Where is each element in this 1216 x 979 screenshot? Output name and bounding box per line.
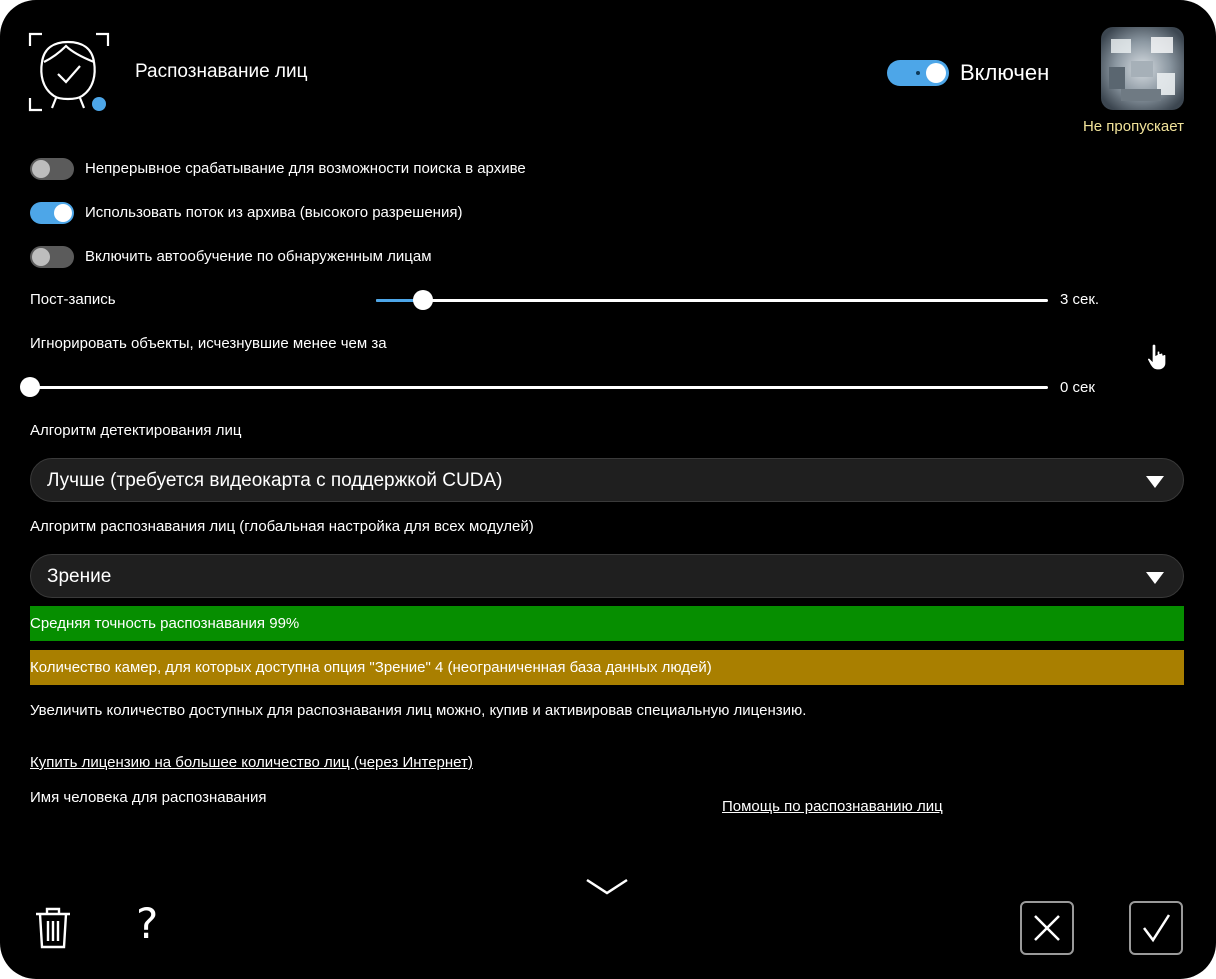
license-info-text: Увеличить количество доступных для распознавания лиц можно, купив и активировав специальную лицензию. bbox=[30, 702, 807, 719]
option-label: Включить автообучение по обнаруженным лицам bbox=[85, 248, 432, 265]
post-record-slider-thumb[interactable] bbox=[413, 290, 433, 310]
toggle-knob bbox=[32, 248, 50, 266]
check-icon bbox=[1141, 913, 1171, 943]
accuracy-banner: Средняя точность распознавания 99% bbox=[30, 606, 1184, 641]
face-recognition-help-link[interactable]: Помощь по распознаванию лиц bbox=[722, 798, 943, 815]
option-label: Использовать поток из архива (высокого разрешения) bbox=[85, 204, 463, 221]
module-enabled-toggle[interactable] bbox=[887, 60, 949, 86]
toggle-knob bbox=[926, 63, 946, 83]
recognition-algorithm-select[interactable] bbox=[30, 554, 1184, 598]
toggle-knob bbox=[32, 160, 50, 178]
auto-learning-toggle[interactable] bbox=[30, 246, 74, 268]
face-recognition-icon bbox=[28, 32, 110, 112]
close-icon bbox=[1032, 913, 1062, 943]
confirm-button[interactable] bbox=[1129, 901, 1183, 955]
module-enabled-label: Включен bbox=[960, 60, 1050, 85]
detection-algorithm-label: Алгоритм детектирования лиц bbox=[30, 422, 242, 439]
toggle-knob bbox=[54, 204, 72, 222]
chevron-down-icon[interactable] bbox=[585, 876, 629, 898]
post-record-label: Пост-запись bbox=[30, 291, 116, 308]
camera-status-text: Не пропускает bbox=[1082, 118, 1184, 135]
recognition-algorithm-label: Алгоритм распознавания лиц (глобальная настройка для всех модулей) bbox=[30, 518, 534, 535]
person-name-label: Имя человека для распознавания bbox=[30, 789, 267, 806]
option-label: Непрерывное срабатывание для возможности поиска в архиве bbox=[85, 160, 526, 177]
ignore-objects-slider-thumb[interactable] bbox=[20, 377, 40, 397]
detection-algorithm-value: Лучше (требуется видеокарта с поддержкой CUDA) bbox=[47, 470, 503, 491]
continuous-trigger-toggle[interactable] bbox=[30, 158, 74, 180]
ignore-objects-value: 0 сек bbox=[1060, 379, 1095, 396]
camera-count-banner: Количество камер, для которых доступна опция "Зрение" 4 (неограниченная база данных людей) bbox=[30, 650, 1184, 685]
post-record-value: 3 сек. bbox=[1060, 291, 1100, 308]
module-title: Распознавание лиц bbox=[135, 61, 308, 82]
hand-cursor-icon bbox=[1146, 342, 1170, 372]
recognition-algorithm-value: Зрение bbox=[47, 566, 112, 587]
cancel-button[interactable] bbox=[1020, 901, 1074, 955]
chevron-down-icon bbox=[1145, 475, 1165, 489]
question-icon[interactable]: ? bbox=[136, 899, 159, 948]
trash-icon[interactable] bbox=[34, 906, 72, 950]
ignore-objects-label: Игнорировать объекты, исчезнувшие менее чем за bbox=[30, 335, 387, 352]
buy-license-link[interactable]: Купить лицензию на большее количество лиц (через Интернет) bbox=[30, 754, 473, 771]
ignore-objects-slider[interactable] bbox=[30, 386, 1048, 389]
camera-thumbnail[interactable] bbox=[1101, 27, 1184, 110]
post-record-slider[interactable] bbox=[376, 299, 1048, 302]
chevron-down-icon bbox=[1145, 571, 1165, 585]
archive-stream-toggle[interactable] bbox=[30, 202, 74, 224]
toggle-dot bbox=[916, 71, 920, 75]
detection-algorithm-select[interactable] bbox=[30, 458, 1184, 502]
